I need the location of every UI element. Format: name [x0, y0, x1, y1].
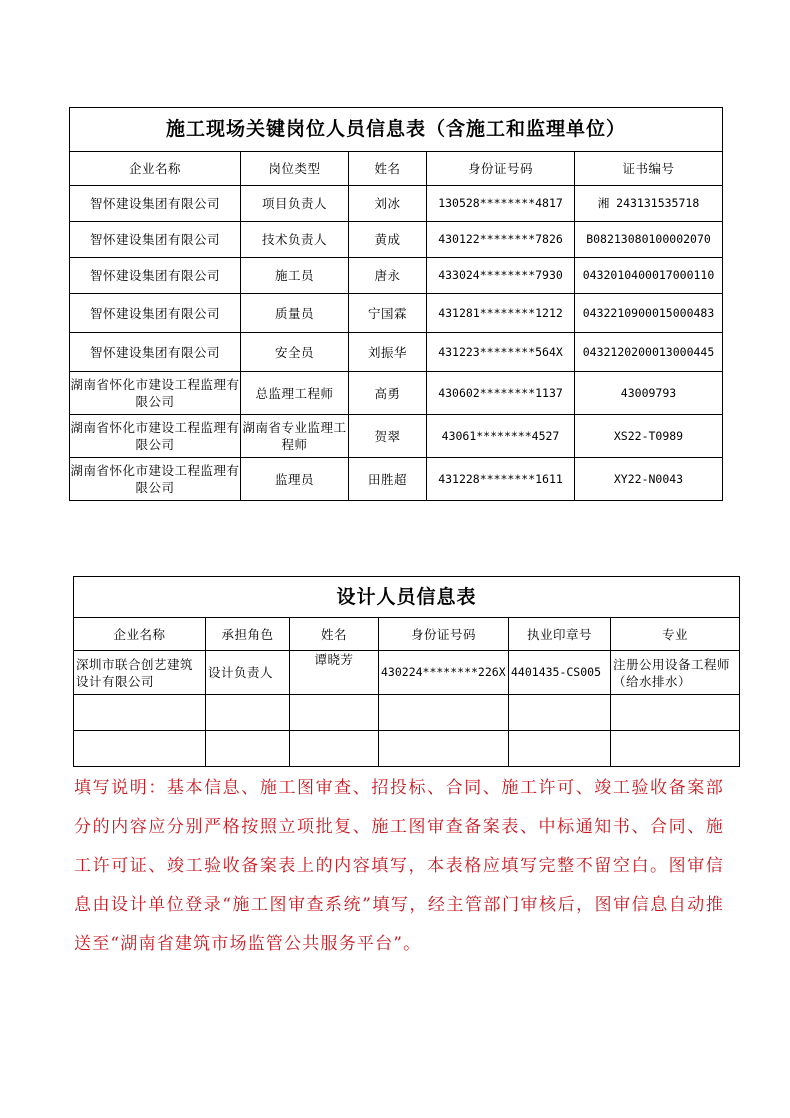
empty-cell [379, 731, 509, 767]
company-cell: 智怀建设集团有限公司 [70, 294, 241, 333]
empty-row [74, 731, 740, 767]
header-company: 企业名称 [70, 152, 241, 186]
empty-cell [290, 731, 379, 767]
header-id-number: 身份证号码 [427, 152, 575, 186]
header-seal-number: 执业印章号 [509, 618, 611, 651]
name-cell: 黄成 [349, 222, 427, 258]
id-number-cell: 430224********226X [379, 651, 509, 695]
id-number-cell: 431223********564X [427, 333, 575, 372]
table-row [70, 222, 723, 258]
name-cell: 宁国霖 [349, 294, 427, 333]
seal-number-cell: 4401435-CS005 [509, 651, 611, 695]
empty-cell [206, 731, 290, 767]
certificate-cell: XS22-T0989 [575, 415, 723, 458]
company-cell: 湖南省怀化市建设工程监理有限公司 [70, 458, 241, 501]
header-name: 姓名 [290, 618, 379, 651]
certificate-cell: 43009793 [575, 372, 723, 415]
certificate-cell: B08213080100002070 [575, 222, 723, 258]
certificate-cell: 湘 243131535718 [575, 186, 723, 222]
name-cell: 刘振华 [349, 333, 427, 372]
name-cell: 贺翠 [349, 415, 427, 458]
designer-table-title: 设计人员信息表 [74, 577, 740, 618]
header-company: 企业名称 [74, 618, 206, 651]
table-row [70, 258, 723, 294]
id-number-cell: 433024********7930 [427, 258, 575, 294]
company-cell: 智怀建设集团有限公司 [70, 186, 241, 222]
company-cell: 湖南省怀化市建设工程监理有限公司 [70, 415, 241, 458]
position-cell: 总监理工程师 [241, 372, 349, 415]
key-personnel-table [69, 107, 723, 501]
header-role: 承担角色 [206, 618, 290, 651]
table-row [70, 372, 723, 415]
role-cell: 设计负责人 [206, 651, 290, 695]
certificate-cell: XY22-N0043 [575, 458, 723, 501]
company-cell: 智怀建设集团有限公司 [70, 333, 241, 372]
id-number-cell: 130528********4817 [427, 186, 575, 222]
empty-cell [74, 695, 206, 731]
key-personnel-table-title: 施工现场关键岗位人员信息表（含施工和监理单位） [70, 108, 723, 152]
empty-cell [290, 695, 379, 731]
certificate-cell: 0432120200013000445 [575, 333, 723, 372]
position-cell: 技术负责人 [241, 222, 349, 258]
position-cell: 质量员 [241, 294, 349, 333]
header-name: 姓名 [349, 152, 427, 186]
company-cell: 深圳市联合创艺建筑设计有限公司 [74, 651, 206, 695]
specialty-cell: 注册公用设备工程师（给水排水） [611, 651, 740, 695]
name-cell: 高勇 [349, 372, 427, 415]
id-number-cell: 430122********7826 [427, 222, 575, 258]
empty-row [74, 695, 740, 731]
designer-table [73, 576, 740, 767]
id-number-cell: 431228********1611 [427, 458, 575, 501]
position-cell: 施工员 [241, 258, 349, 294]
name-cell: 刘冰 [349, 186, 427, 222]
table-row [70, 333, 723, 372]
position-cell: 监理员 [241, 458, 349, 501]
certificate-cell: 0432010400017000110 [575, 258, 723, 294]
empty-cell [74, 731, 206, 767]
table-row [70, 186, 723, 222]
id-number-cell: 430602********1137 [427, 372, 575, 415]
header-certificate: 证书编号 [575, 152, 723, 186]
name-cell: 谭晓芳 [290, 651, 379, 695]
company-cell: 智怀建设集团有限公司 [70, 258, 241, 294]
filling-instructions: 填写说明：基本信息、施工图审查、招投标、合同、施工许可、竣工验收备案部分的内容应分别严格按照立项批复、施工图审查备案表、中标通知书、合同、施工许可证、竣工验收备案表上的内容填写，本表格应填写完整不留空白。图审信息由设计单位登录“施工图审查系统”填写，经主管部门审核后，图审信息自动推送至“湖南省建筑市场监管公共服务平台”。 [74, 778, 724, 954]
table-row [70, 294, 723, 333]
company-cell: 湖南省怀化市建设工程监理有限公司 [70, 372, 241, 415]
table-row [74, 651, 740, 695]
empty-cell [611, 695, 740, 731]
position-cell: 湖南省专业监理工程师 [241, 415, 349, 458]
empty-cell [206, 695, 290, 731]
empty-cell [509, 731, 611, 767]
id-number-cell: 43061********4527 [427, 415, 575, 458]
id-number-cell: 431281********1212 [427, 294, 575, 333]
empty-cell [611, 731, 740, 767]
header-id-number: 身份证号码 [379, 618, 509, 651]
header-specialty: 专业 [611, 618, 740, 651]
name-cell: 田胜超 [349, 458, 427, 501]
empty-cell [509, 695, 611, 731]
empty-cell [379, 695, 509, 731]
table-row [70, 415, 723, 458]
header-position: 岗位类型 [241, 152, 349, 186]
table-row [70, 458, 723, 501]
position-cell: 项目负责人 [241, 186, 349, 222]
position-cell: 安全员 [241, 333, 349, 372]
name-cell: 唐永 [349, 258, 427, 294]
certificate-cell: 0432210900015000483 [575, 294, 723, 333]
company-cell: 智怀建设集团有限公司 [70, 222, 241, 258]
